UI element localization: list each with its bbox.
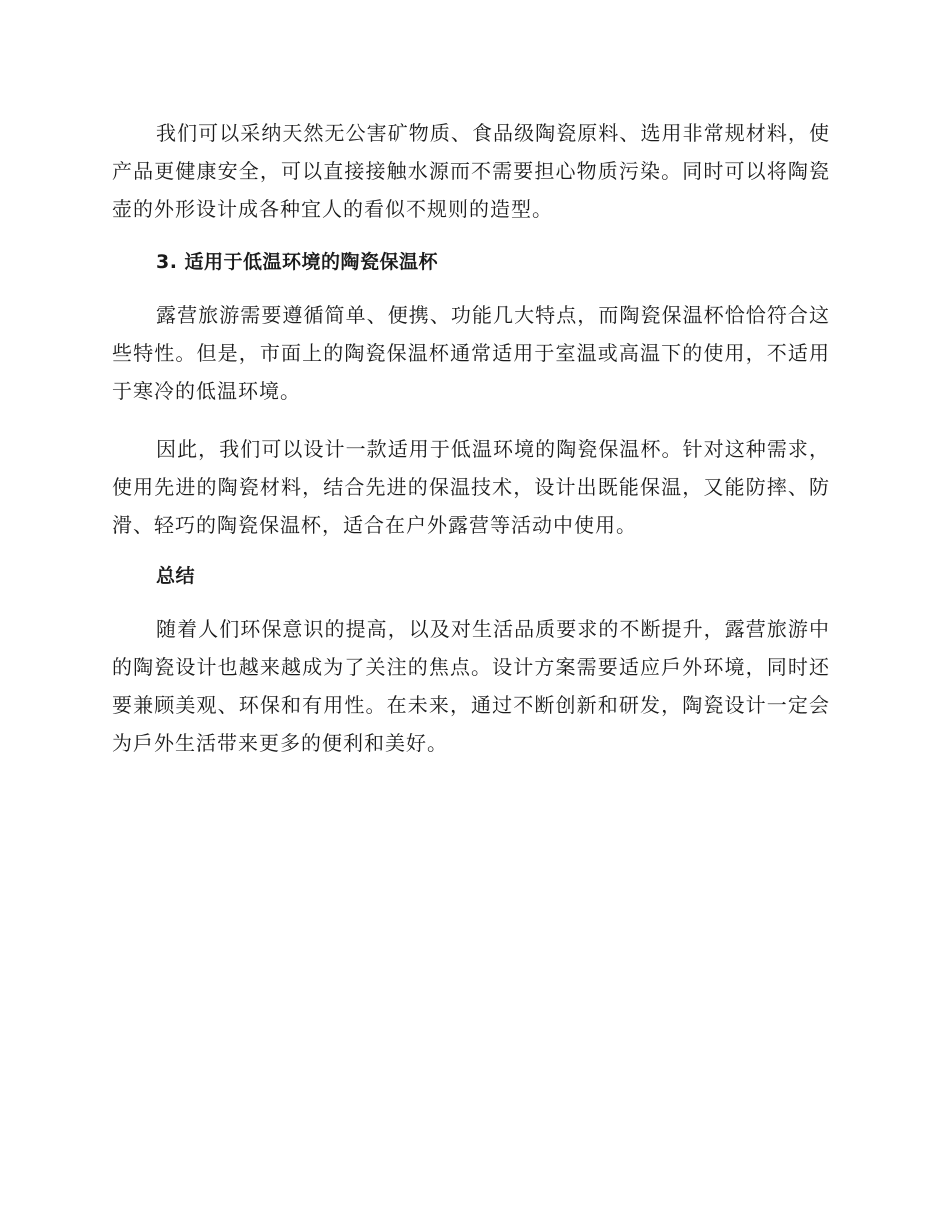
paragraph-summary: 随着人们环保意识的提高，以及对生活品质要求的不断提升，露营旅游中的陶瓷设计也越来越成为了关注的焦点。设计方案需要适应戶外环境，同时还要兼顾美观、环保和有用性。在未来，通过不断创新和研发，陶瓷设计一定会为戶外生活带来更多的便利和美好。 <box>112 617 830 755</box>
paragraph-materials: 我们可以采纳天然无公害矿物质、食品级陶瓷原料、选用非常规材料，使产品更健康安全，可以直接接触水源而不需要担心物质污染。同时可以将陶瓷壶的外形设计成各种宜人的看似不规则的造型。 <box>112 121 830 221</box>
paragraph-camping-features: 露营旅游需要遵循简单、便携、功能几大特点，而陶瓷保温杯恰恰符合这些特性。但是，市面上的陶瓷保温杯通常适用于室温或高温下的使用，不适用于寒冷的低温环境。 <box>112 303 830 403</box>
section-heading-low-temp-cup: 3. 适用于低温环境的陶瓷保温杯 <box>156 251 439 273</box>
section-heading-summary: 总结 <box>156 565 196 587</box>
document-page <box>112 114 830 762</box>
paragraph-cup-design: 因此，我们可以设计一款适用于低温环境的陶瓷保温杯。针对这种需求，使用先进的陶瓷材料，结合先进的保温技术，设计出既能保温，又能防摔、防滑、轻巧的陶瓷保温杯，适合在户外露营等活动中使用。 <box>112 437 830 537</box>
